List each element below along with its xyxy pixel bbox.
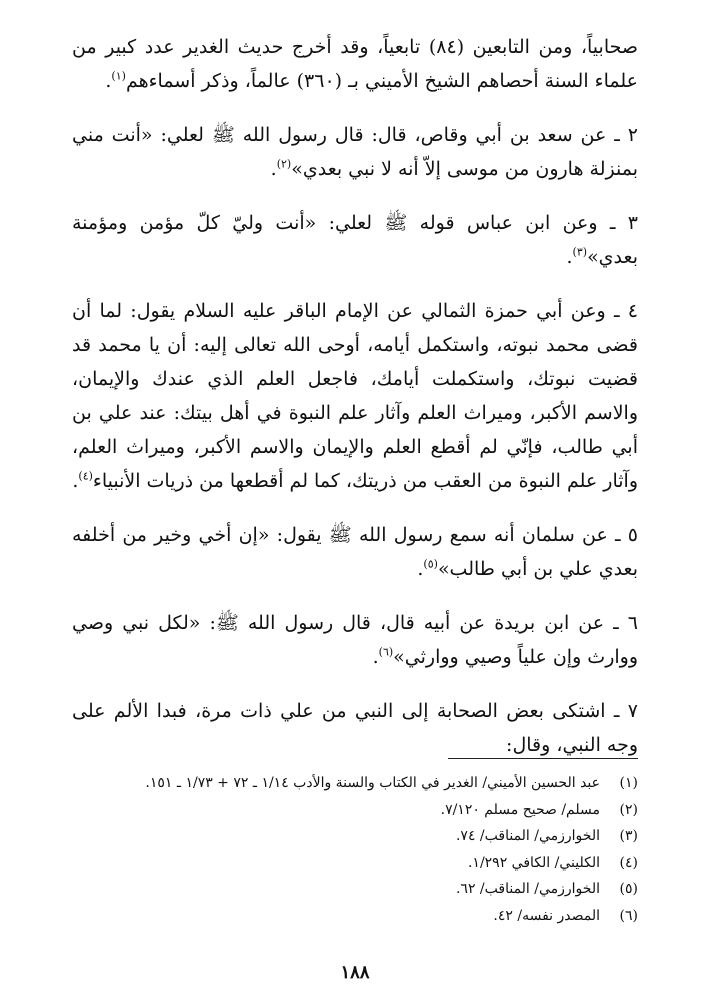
paragraph-2: ٢ ـ عن سعد بن أبي وقاص، قال: قال رسول الله ﷺ لعلي: «أنت مني بمنزلة هارون من موسى إلاّ أنه لا نبي بعدي»$^{(٢)}$. (72, 124, 638, 180)
footnote-2: (٢) مسلم/ صحيح مسلم ٧/١٢٠. (440, 801, 638, 818)
paragraph-3: ٣ ـ وعن ابن عباس قوله ﷺ لعلي: «أنت وليّ كلّ مؤمن ومؤمنة بعدي»$^{(٣)}$. (72, 212, 638, 268)
footnote-1: (١) عبد الحسين الأميني/ الغدير في الكتاب والسنة والأدب ١/١٤ ـ ٧٢ + ١/٧٣ ـ ١٥١. (145, 775, 638, 791)
footnote-ref-5[interactable]: (٥) (423, 557, 438, 571)
footnote-ref-2[interactable]: (٢) (276, 157, 292, 171)
footnote-4: (٤) الكليني/ الكافي ١/٢٩٢. (467, 854, 638, 871)
footnote-ref-3[interactable]: (٣) (572, 245, 588, 259)
paragraph-5: ٥ ـ عن سلمان أنه سمع رسول الله ﷺ يقول: «إن أخي وخير من أخلفه بعدي علي بن أبي طالب»$^{(٥)}$. (72, 524, 638, 580)
footnote-ref-6[interactable]: (٦) (378, 645, 394, 659)
footnote-6: (٦) المصدر نفسه/ ٤٢. (493, 907, 638, 924)
footnote-ref-4[interactable]: (٤) (78, 469, 93, 483)
footnote-5: (٥) الخوارزمي/ المناقب/ ٦٢. (455, 881, 638, 897)
page-number: ١٨٨ (340, 962, 370, 983)
main-text (72, 30, 638, 782)
paragraph-4: ٤ ـ وعن أبي حمزة الثمالي عن الإمام الباقر عليه السلام يقول: لما أن قضى محمد نبوته، واستكمل أيامه، أوحى الله تعالى إليه: أن يا محمد قد قضيت نبوتك، واستكملت أيامك، فاجعل العلم الذي عندك والإيمان، والاسم الأكبر، وميراث العلم وآثار علم النبوة في أهل بيتك: عند علي بن أبي طالب، فإنّي لم أقطع العلم والإيمان والاسم الأكبر، وميراث العلم، وآثار علم النبوة من العقب من ذريتك، كما لم أقطعها من ذريات الأنبياء$^{(٤)}$. (72, 300, 638, 492)
footnotes (72, 770, 638, 929)
footnote-3: (٣) الخوارزمي/ المناقب/ ٧٤. (455, 828, 638, 844)
paragraph-6: ٦ ـ عن ابن بريدة عن أبيه قال، قال رسول الله ﷺ: «لكل نبي وصي ووارث وإن علياً وصيي ووارثي»$^{(٦)}$. (72, 612, 638, 668)
footnote-divider (448, 758, 638, 759)
footnote-ref-1[interactable]: (١) (111, 69, 126, 83)
paragraph-7: ٧ ـ اشتكى بعض الصحابة إلى النبي من علي ذات مرة، فبدا الألم على وجه النبي، وقال: (72, 700, 638, 756)
paragraph-1: صحابياً، ومن التابعين (٨٤) تابعياً، وقد أخرج حديث الغدير عدد كبير من علماء السنة أحصاهم الشيخ الأميني بـ (٣٦٠) عالماً، وذكر أسماءهم$^{(١)}$. (72, 36, 639, 92)
